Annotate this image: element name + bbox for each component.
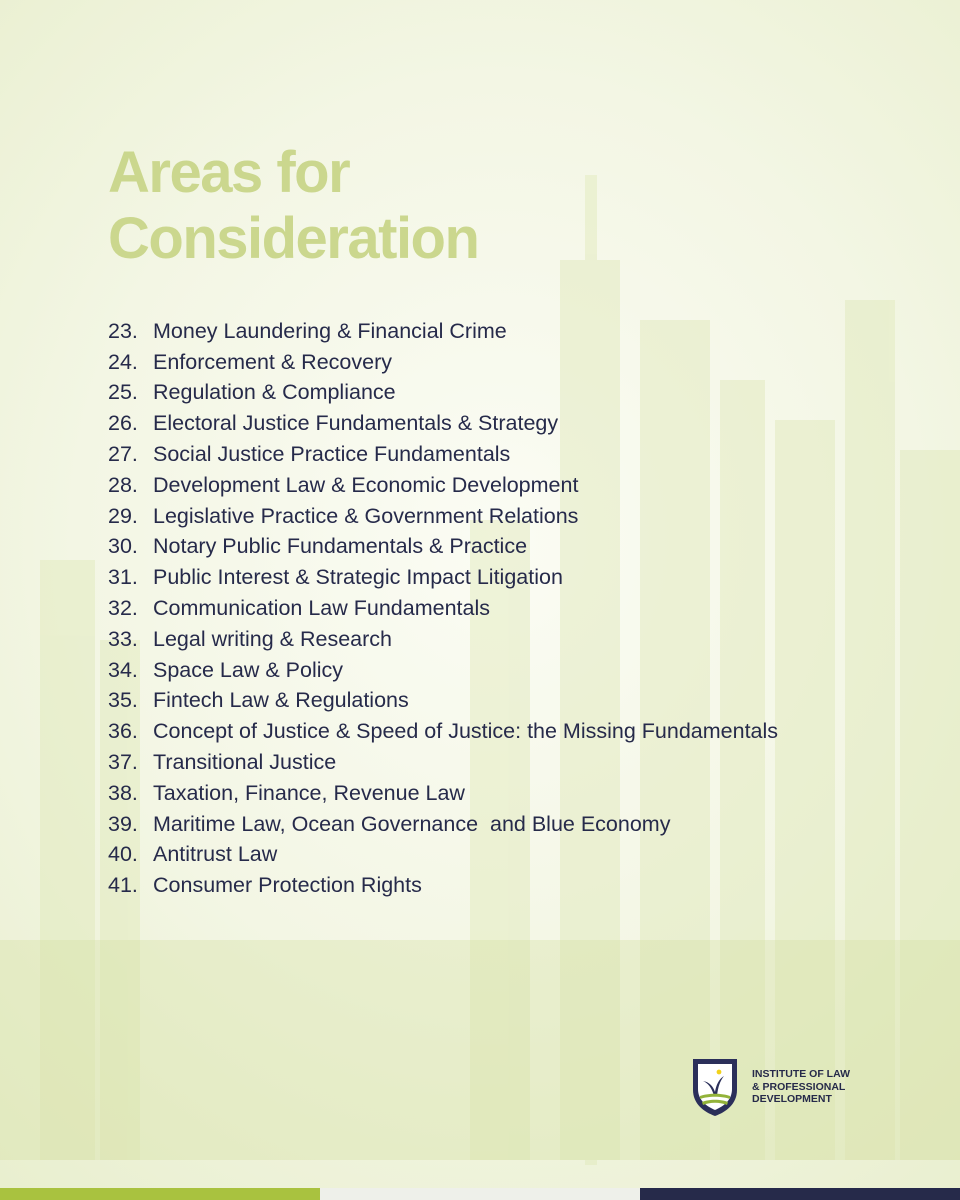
list-item [108,624,778,655]
shield-icon [690,1056,740,1118]
list-item [108,778,778,809]
title-line-2: Consideration [108,206,479,271]
item-number: 36. [108,719,138,744]
item-text: Antitrust Law [153,842,278,867]
item-text: Transitional Justice [153,750,337,775]
list-item [108,840,778,871]
list-item [108,316,778,347]
footer-bar-green [0,1188,320,1200]
item-text: Concept of Justice & Speed of Justice: the Missing Fundamentals [153,719,779,744]
item-text: Money Laundering & Financial Crime [153,318,507,343]
item-text: Legislative Practice & Government Relations [153,503,579,528]
item-text: Social Justice Practice Fundamentals [153,442,511,467]
list-item [108,655,778,686]
logo-line-1: INSTITUTE OF LAW [752,1068,850,1081]
item-number: 25. [108,380,138,405]
item-text: Consumer Protection Rights [153,873,422,898]
item-number: 39. [108,811,138,836]
list-item [108,716,778,747]
list-item [108,378,778,409]
list-item [108,532,778,563]
item-text: Fintech Law & Regulations [153,688,409,713]
list-item [108,408,778,439]
logo-text [752,1068,850,1106]
item-number: 24. [108,349,138,374]
list-item [108,439,778,470]
list-item [108,870,778,901]
item-text: Enforcement & Recovery [153,349,392,374]
list-item [108,593,778,624]
item-number: 40. [108,842,138,867]
footer-bar-light [320,1188,640,1200]
item-number: 28. [108,472,138,497]
footer-bar-navy [640,1188,960,1200]
logo-line-3: DEVELOPMENT [752,1093,832,1106]
item-number: 23. [108,318,138,343]
item-number: 26. [108,411,138,436]
item-number: 27. [108,442,138,467]
item-number: 34. [108,657,138,682]
page-title [108,140,478,272]
item-text: Communication Law Fundamentals [153,596,490,621]
item-number: 41. [108,873,138,898]
list-item [108,686,778,717]
item-text: Maritime Law, Ocean Governance and Blue Economy [153,811,671,836]
item-text: Public Interest & Strategic Impact Litigation [153,565,563,590]
item-number: 37. [108,750,138,775]
list-item [108,747,778,778]
item-number: 33. [108,626,138,651]
item-number: 35. [108,688,138,713]
list-item [108,809,778,840]
item-text: Taxation, Finance, Revenue Law [153,780,465,805]
item-text: Legal writing & Research [153,626,393,651]
list-item [108,347,778,378]
item-text: Regulation & Compliance [153,380,396,405]
institute-logo [690,1056,850,1118]
areas-list [108,316,778,901]
item-text: Electoral Justice Fundamentals & Strategy [153,411,559,436]
logo-line-2: & PROFESSIONAL [752,1080,846,1093]
item-number: 30. [108,534,138,559]
item-text: Notary Public Fundamentals & Practice [153,534,528,559]
list-item [108,470,778,501]
item-number: 29. [108,503,138,528]
list-item [108,501,778,532]
item-number: 32. [108,596,138,621]
item-number: 38. [108,780,138,805]
item-text: Space Law & Policy [153,657,344,682]
item-text: Development Law & Economic Development [153,472,579,497]
item-number: 31. [108,565,138,590]
title-line-1: Areas for [108,140,350,205]
list-item [108,562,778,593]
